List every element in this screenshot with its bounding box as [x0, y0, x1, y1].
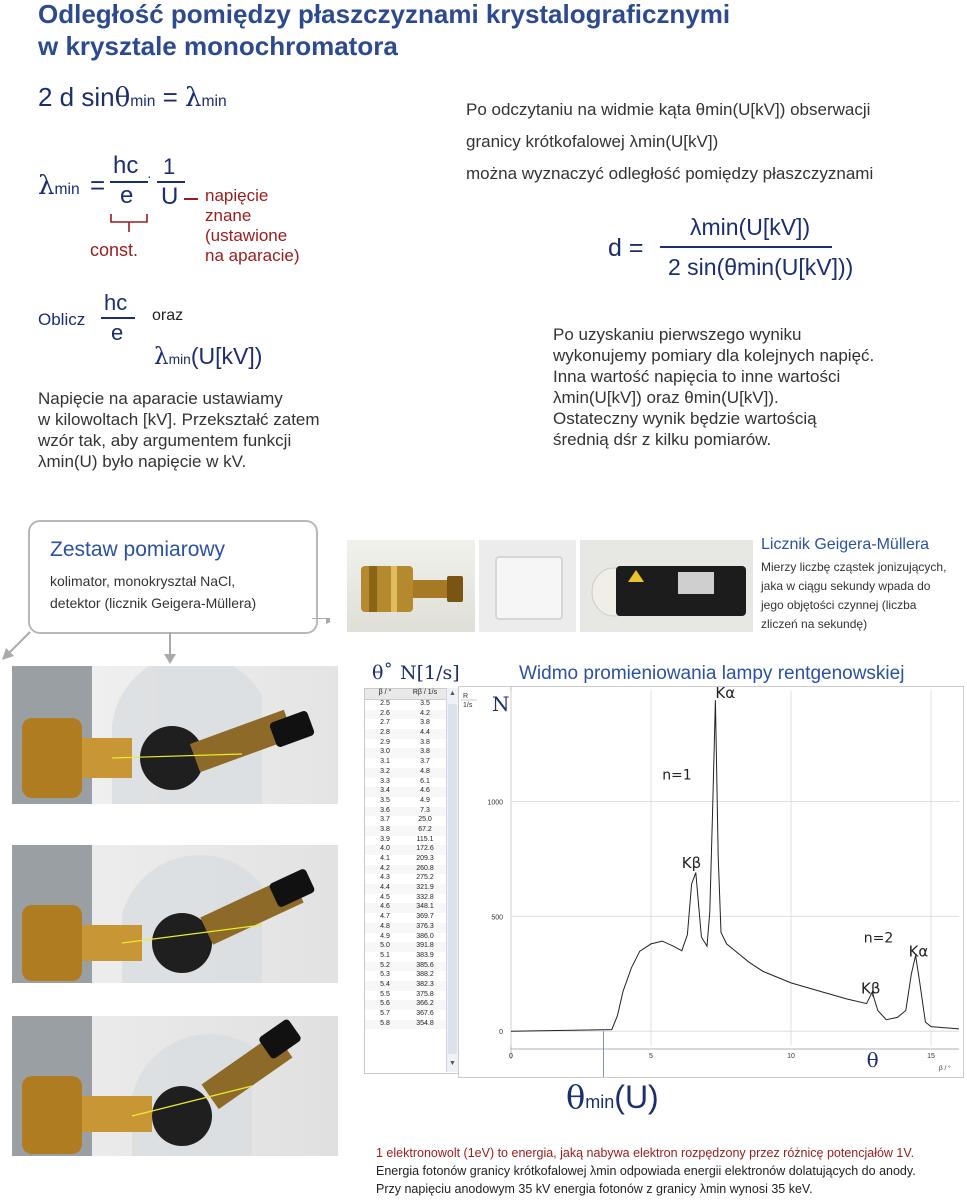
angle-cell: 3.1 [380, 758, 390, 766]
table-col-header: β / ° [378, 689, 392, 696]
bottom-notes [376, 1144, 916, 1198]
y-axis-N: N [492, 692, 510, 716]
angle-cell: 4.0 [380, 845, 390, 853]
table-row [365, 981, 459, 991]
geiger-counter-photo [580, 540, 753, 632]
table-row [365, 962, 459, 972]
table-N-label: N[1/s] [400, 662, 460, 684]
intro-line: można wyznaczyć odległość pomiędzy płaszczyznami [466, 164, 874, 183]
rate-cell: 332.8 [416, 893, 434, 901]
paragraph-line: wzór tak, aby argumentem funkcji [38, 431, 292, 450]
table-col-header: Rβ / 1/s [412, 689, 438, 696]
setup-lines [50, 570, 256, 614]
apparatus-photo-1 [12, 666, 338, 804]
angle-cell: 3.4 [380, 787, 390, 795]
table-row [365, 739, 459, 749]
voltage-note [205, 186, 300, 266]
angle-cell: 2.5 [380, 700, 390, 707]
rate-cell: 376.3 [416, 922, 434, 930]
angle-cell: 3.8 [380, 825, 390, 833]
rate-cell: 7.3 [420, 806, 430, 814]
lambda-symbol: λ [38, 171, 55, 201]
theta-min-label [566, 1078, 659, 1116]
rate-cell: 3.7 [420, 758, 430, 766]
oblicz-label: Oblicz [38, 310, 86, 329]
nacl-crystal-photo [479, 540, 576, 632]
angle-cell: 5.1 [380, 951, 390, 959]
table-row [365, 933, 459, 943]
table-row [365, 903, 459, 913]
peak-label-kb-n1: Kβ [681, 854, 702, 872]
bragg-left: 2 d sin [38, 82, 115, 112]
angle-cell: 4.2 [380, 864, 390, 872]
rate-cell: 67.2 [418, 825, 432, 833]
rate-cell: 3.5 [420, 700, 430, 707]
table-theta-label [372, 662, 393, 685]
angle-cell: 4.4 [380, 884, 390, 892]
paragraph-line: Inna wartość napięcia to inne wartości [553, 367, 841, 386]
x-tick-label: 0 [509, 1053, 513, 1060]
paragraph-line: średnią dśr z kilku pomiarów. [553, 430, 772, 449]
oblicz-lambda-sub: min [168, 352, 191, 367]
table-row [365, 855, 459, 865]
counter-line: jaka w ciągu sekundy wpada do [761, 579, 931, 593]
angle-cell: 2.6 [380, 709, 390, 717]
rate-cell: 375.8 [416, 990, 434, 998]
setup-callout [28, 520, 318, 634]
rate-cell: 4.4 [420, 729, 430, 737]
paragraph-line: w kilowoltach [kV]. Przekształć zatem [38, 410, 320, 429]
angle-cell: 2.7 [380, 719, 390, 727]
rate-cell: 4.8 [420, 767, 430, 775]
table-row [365, 797, 459, 807]
angle-cell: 4.8 [380, 922, 390, 930]
bragg-min-1: min [130, 93, 156, 110]
angle-cell: 4.7 [380, 913, 390, 921]
bragg-eq: = [155, 82, 186, 112]
theta-header: θ˚ [372, 662, 393, 684]
table-row [365, 894, 459, 904]
theta-min-symbol: θ [566, 1078, 586, 1116]
table-row [365, 865, 459, 875]
oblicz-lambda-symbol: λ [154, 344, 169, 370]
table-row [365, 874, 459, 884]
setup-arrows [0, 618, 330, 668]
oblicz-e: e [111, 320, 124, 345]
collimator-photo [347, 540, 475, 632]
angle-cell: 5.6 [380, 1000, 390, 1008]
d-denominator: 2 sin(θmin(U[kV])) [668, 254, 854, 280]
title-line-1: Odległość pomiędzy płaszczyznami krystalograficznymi [38, 0, 731, 29]
d-eq-label: d = [608, 234, 644, 262]
x-axis-beta-unit: β / ° [939, 1065, 951, 1072]
page-title [38, 0, 730, 62]
table-row [365, 729, 459, 739]
peak-label-ka-n1: Kα [715, 687, 736, 702]
rate-cell: 260.8 [416, 864, 434, 872]
spectrum-series-line [511, 700, 959, 1031]
rate-cell: 4.9 [420, 796, 430, 804]
oblicz-lambda [154, 343, 262, 370]
paragraph-line: Po uzyskaniu pierwszego wyniku [553, 325, 802, 344]
bragg-equation [38, 82, 227, 113]
table-row [365, 923, 459, 933]
U-denominator: U [161, 183, 179, 210]
note-line-2: Przy napięciu anodowym 35 kV energia fotonów z granicy λmin wynosi 35 keV. [376, 1182, 813, 1196]
e-denominator: e [120, 182, 134, 209]
angle-cell: 4.6 [380, 903, 390, 911]
angle-cell: 4.5 [380, 893, 390, 901]
voltage-note-line: (ustawione [205, 226, 288, 245]
angle-cell: 3.6 [380, 806, 390, 814]
table-row [365, 1020, 459, 1030]
table-row [365, 913, 459, 923]
voltage-pointer [184, 198, 198, 200]
oblicz-frac-line [101, 317, 135, 319]
oblicz-hc: hc [104, 290, 128, 315]
y-axis-unit: 1/s [463, 702, 473, 709]
const-label: const. [90, 240, 139, 260]
y-axis-R: R [463, 693, 469, 700]
table-row [365, 971, 459, 981]
voltage-note-line: znane [205, 206, 252, 225]
table-row [365, 816, 459, 826]
table-row [365, 710, 459, 720]
d-frac-line [660, 246, 832, 248]
theta-min-arg: (U) [614, 1079, 659, 1115]
oraz-label: oraz [152, 307, 184, 324]
angle-cell: 5.7 [380, 1010, 390, 1017]
order-label-n1: n=1 [662, 767, 692, 784]
y-tick-label: 500 [491, 914, 503, 922]
scroll-down-icon[interactable]: ▼ [449, 1060, 456, 1067]
rate-cell: 321.9 [416, 884, 434, 892]
setup-line: detektor (licznik Geigera-Müllera) [50, 595, 257, 611]
dot-operator: · [147, 168, 152, 184]
counter-desc [761, 558, 946, 634]
apparatus-photo-2 [12, 845, 338, 983]
counter-line: zliczeń na sekundę) [761, 617, 868, 631]
lambda-min-sub: min [54, 181, 80, 198]
rate-cell: 4.2 [420, 709, 430, 717]
angle-cell: 3.7 [380, 816, 390, 824]
angle-cell: 3.5 [380, 796, 390, 804]
one-numerator: 1 [163, 154, 176, 179]
rate-cell: 386.0 [416, 932, 434, 940]
rate-cell: 3.8 [420, 719, 430, 727]
table-row [365, 884, 459, 894]
bragg-lambda: λ [185, 83, 202, 113]
rate-cell: 25.0 [418, 816, 432, 824]
angle-cell: 5.3 [380, 971, 390, 979]
paragraph-line: wykonujemy pomiary dla kolejnych napięć. [553, 346, 875, 365]
peak-label-ka-n2: Kα [908, 942, 929, 961]
table-header-row [365, 689, 459, 700]
angle-cell: 5.4 [380, 980, 390, 988]
order-label-n2: n=2 [863, 930, 894, 947]
angle-cell: 4.1 [380, 855, 390, 862]
table-row [365, 991, 459, 1001]
table-row [365, 836, 459, 846]
table-row [365, 1000, 459, 1010]
voltage-paragraph [38, 388, 320, 472]
counter-line: jego objętości czynnej (liczba [761, 598, 917, 612]
table-row [365, 700, 459, 710]
table-row [365, 758, 459, 768]
angle-cell: 5.0 [380, 942, 390, 950]
angle-cell: 3.9 [380, 835, 390, 843]
scroll-up-icon[interactable]: ▲ [449, 690, 456, 697]
paragraph-line: Ostateczny wynik będzie wartością [553, 409, 817, 428]
x-tick-label: 10 [787, 1053, 795, 1060]
angle-cell: 2.9 [380, 738, 390, 746]
hc-numerator: hc [113, 152, 139, 179]
angle-cell: 2.8 [380, 729, 390, 737]
rate-cell: 209.3 [416, 855, 434, 862]
paragraph-line: Napięcie na aparacie ustawiamy [38, 389, 283, 408]
oblicz-lambda-arg: (U[kV]) [190, 343, 263, 369]
apparatus-photo-3 [12, 1016, 338, 1156]
angle-cell: 5.5 [380, 990, 390, 998]
bragg-min-2: min [201, 93, 227, 110]
crystal-shape [495, 556, 563, 620]
peak-label-kb-n2: Kβ [861, 979, 881, 998]
spectrum-chart-panel [458, 686, 964, 1078]
rate-cell: 172.6 [416, 845, 434, 853]
bragg-theta: θ [114, 83, 131, 113]
angle-cell: 4.9 [380, 932, 390, 940]
angle-cell: 3.2 [380, 767, 390, 775]
rate-cell: 385.6 [416, 961, 434, 969]
table-row [365, 826, 459, 836]
note-red: 1 elektronowolt (1eV) to energia, jaką nabywa elektron rozpędzony przez różnicę potencjałów 1V. [376, 1146, 915, 1160]
y-tick-label: 1000 [487, 799, 503, 807]
table-row [365, 719, 459, 729]
y-tick-label: 0 [499, 1029, 503, 1037]
rate-cell: 348.1 [416, 903, 434, 911]
table-body [365, 700, 459, 1029]
right-paragraph [553, 324, 874, 450]
table-row [365, 1010, 459, 1020]
angle-cell: 3.3 [380, 777, 390, 785]
rate-cell: 391.8 [416, 942, 434, 950]
angle-cell: 5.8 [380, 1019, 390, 1027]
right-intro [466, 94, 873, 190]
rate-cell: 383.9 [416, 951, 434, 959]
paragraph-line: λmin(U) było napięcie w kV. [38, 452, 247, 471]
rate-cell: 367.6 [416, 1010, 434, 1017]
table-row [365, 952, 459, 962]
intro-line: Po odczytaniu na widmie kąta θmin(U[kV]) obserwacji [466, 100, 871, 119]
table-row [365, 845, 459, 855]
rate-cell: 382.3 [416, 980, 434, 988]
spectrum-title: Widmo promieniowania lampy rentgenowskiej [519, 663, 905, 684]
setup-title: Zestaw pomiarowy [50, 538, 226, 561]
const-bracket [108, 212, 152, 234]
note-line-1: Energia fotonów granicy krótkofalowej λmin odpowiada energii elektronów dolatujących do anody. [376, 1164, 916, 1178]
paragraph-line: λmin(U[kV]) oraz θmin(U[kV]). [553, 388, 779, 407]
table-row [365, 778, 459, 788]
rate-cell: 6.1 [420, 777, 430, 785]
theta-min-sub: min [585, 1092, 615, 1112]
y-axis-strip [459, 687, 509, 1077]
lambda-eq: = [90, 170, 106, 200]
counter-title: Licznik Geigera-Müllera [761, 536, 930, 553]
title-line-2: w krysztale monochromatora [38, 31, 398, 61]
setup-line: kolimator, monokryształ NaCl, [50, 573, 236, 589]
x-axis-theta: θ [866, 1048, 879, 1072]
rate-cell: 354.8 [416, 1019, 434, 1027]
rate-cell: 366.2 [416, 1000, 434, 1008]
voltage-note-line: napięcie [205, 186, 269, 205]
d-numerator: λmin(U[kV]) [690, 214, 811, 240]
x-tick-label: 5 [649, 1053, 653, 1060]
intro-line: granicy krótkofalowej λmin(U[kV]) [466, 132, 719, 151]
spectrum-chart [459, 687, 963, 1077]
rate-cell: 388.2 [416, 971, 434, 979]
table-row [365, 942, 459, 952]
rate-cell: 4.6 [420, 787, 430, 795]
counter-line: Mierzy liczbę cząstek jonizujących, [761, 560, 947, 574]
rate-cell: 115.1 [416, 835, 434, 843]
rate-cell: 275.2 [416, 874, 434, 882]
lambda-min-symbol [38, 170, 80, 201]
table-row [365, 787, 459, 797]
x-tick-label: 15 [927, 1053, 935, 1060]
rate-cell: 3.8 [420, 738, 430, 746]
angle-cell: 3.0 [380, 748, 390, 756]
rate-cell: 3.8 [420, 748, 430, 756]
voltage-note-line: na aparacie) [205, 246, 300, 265]
table-row [365, 748, 459, 758]
table-row [365, 768, 459, 778]
angle-cell: 4.3 [380, 874, 390, 882]
angle-cell: 5.2 [380, 961, 390, 969]
rate-cell: 369.7 [416, 913, 434, 921]
scroll-thumb[interactable] [448, 704, 457, 1054]
table-row [365, 807, 459, 817]
